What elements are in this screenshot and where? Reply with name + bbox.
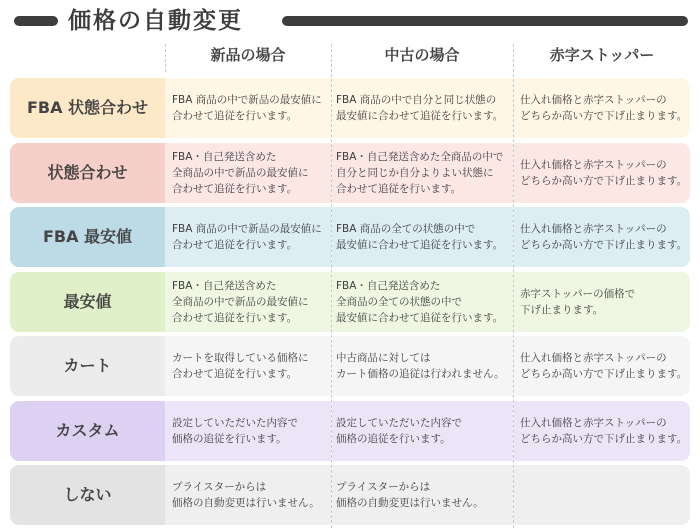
cell-text-line: FBA・自己発送含めた全商品の中で [336, 151, 504, 163]
cell-text-line: FBA 商品の中で新品の最安値に [172, 223, 322, 235]
cell-new [172, 465, 332, 525]
cell-text-line: 全商品の中で新品の最安値に [172, 167, 309, 179]
cell-new [172, 401, 332, 461]
cell-new [172, 336, 332, 396]
cell-text-line: FBA 商品の全ての状態の中で [336, 223, 476, 235]
cell-text-line: 合わせて追従を行います。 [172, 183, 298, 195]
cell-stopper [520, 207, 688, 267]
row-label: カート [63, 356, 112, 375]
table-row [10, 336, 690, 396]
cell-text-line: プライスターからは [172, 481, 267, 493]
cell-text-line: 仕入れ価格と赤字ストッパーの [520, 417, 667, 429]
title-bar [0, 2, 700, 38]
cell-used [336, 143, 512, 203]
cell-text-line: 全商品の中で新品の最安値に [172, 296, 309, 308]
cell-used [336, 78, 512, 138]
row-label: 状態合わせ [47, 163, 128, 182]
row-label: 最安値 [63, 292, 112, 311]
cell-text-line: 仕入れ価格と赤字ストッパーの [520, 352, 667, 364]
cell-text-line: カート価格の追従は行われません。 [336, 368, 505, 380]
table-row [10, 401, 690, 461]
title-decoration-right [282, 16, 688, 26]
cell-text-line: 最安値に合わせて追従を行います。 [336, 312, 504, 324]
cell-text-line: どちらか高い方で下げ止まります。 [520, 433, 688, 445]
table-row [10, 207, 690, 267]
column-divider [331, 44, 332, 528]
column-divider [165, 44, 166, 72]
cell-text-line: 仕入れ価格と赤字ストッパーの [520, 223, 667, 235]
cell-text-line: 中古商品に対しては [336, 352, 431, 364]
table-row [10, 143, 690, 203]
cell-text-line: 最安値に合わせて追従を行います。 [336, 239, 504, 251]
cell-text-line: 最安値に合わせて追従を行います。 [336, 110, 504, 122]
page-title: 価格の自動変更 [68, 8, 243, 34]
cell-text-line: どちらか高い方で下げ止まります。 [520, 110, 688, 122]
cell-text-line: 仕入れ価格と赤字ストッパーの [520, 94, 667, 106]
cell-text-line: どちらか高い方で下げ止まります。 [520, 239, 688, 251]
cell-new [172, 272, 332, 332]
cell-text-line: 価格の自動変更は行いません。 [336, 497, 484, 509]
cell-text-line: FBA 商品の中で自分と同じ状態の [336, 94, 497, 106]
cell-text-line: 下げ止まります。 [520, 304, 604, 316]
table-row [10, 465, 690, 525]
cell-text-line: FBA 商品の中で新品の最安値に [172, 94, 322, 106]
header-used: 中古の場合 [384, 46, 460, 64]
title-decoration-left [14, 16, 58, 26]
cell-text-line: 赤字ストッパーの価格で [520, 288, 636, 300]
cell-stopper [520, 465, 688, 525]
cell-text-line: どちらか高い方で下げ止まります。 [520, 175, 688, 187]
cell-used [336, 207, 512, 267]
cell-text-line: 自分と同じか自分よりよい状態に [336, 167, 494, 179]
cell-text-line: 価格の追従を行います。 [336, 433, 451, 445]
cell-text-line: 価格の自動変更は行いません。 [172, 497, 320, 509]
cell-text-line: FBA・自己発送含めた [172, 151, 277, 163]
cell-text-line: 合わせて追従を行います。 [172, 368, 298, 380]
cell-text-line: どちらか高い方で下げ止まります。 [520, 368, 688, 380]
header-stopper: 赤字ストッパー [549, 46, 655, 64]
cell-stopper [520, 78, 688, 138]
cell-text-line: 全商品の全ての状態の中で [336, 296, 462, 308]
cell-text-line: 合わせて追従を行います。 [172, 312, 298, 324]
cell-text-line: 合わせて追従を行います。 [336, 183, 462, 195]
cell-text-line: 設定していただいた内容で [172, 417, 298, 429]
table-row [10, 78, 690, 138]
cell-text-line: FBA・自己発送含めた [172, 280, 277, 292]
cell-text-line: プライスターからは [336, 481, 431, 493]
cell-stopper [520, 143, 688, 203]
cell-text-line: FBA・自己発送含めた [336, 280, 441, 292]
cell-text-line: 合わせて追従を行います。 [172, 239, 298, 251]
header-new: 新品の場合 [210, 46, 286, 64]
row-label: カスタム [55, 421, 120, 440]
row-label: FBA 状態合わせ [26, 98, 149, 117]
cell-text-line: 設定していただいた内容で [336, 417, 462, 429]
cell-text-line: 価格の追従を行います。 [172, 433, 287, 445]
cell-used [336, 336, 512, 396]
cell-used [336, 272, 512, 332]
row-label: しない [63, 485, 112, 504]
cell-text-line: 合わせて追従を行います。 [172, 110, 298, 122]
cell-new [172, 207, 332, 267]
cell-used [336, 465, 512, 525]
cell-text-line: カートを取得している価格に [172, 352, 309, 364]
table-row [10, 272, 690, 332]
cell-used [336, 401, 512, 461]
cell-new [172, 78, 332, 138]
column-divider [513, 44, 514, 528]
cell-stopper [520, 401, 688, 461]
cell-stopper [520, 272, 688, 332]
row-label: FBA 最安値 [42, 227, 133, 246]
cell-stopper [520, 336, 688, 396]
cell-text-line: 仕入れ価格と赤字ストッパーの [520, 159, 667, 171]
cell-new [172, 143, 332, 203]
